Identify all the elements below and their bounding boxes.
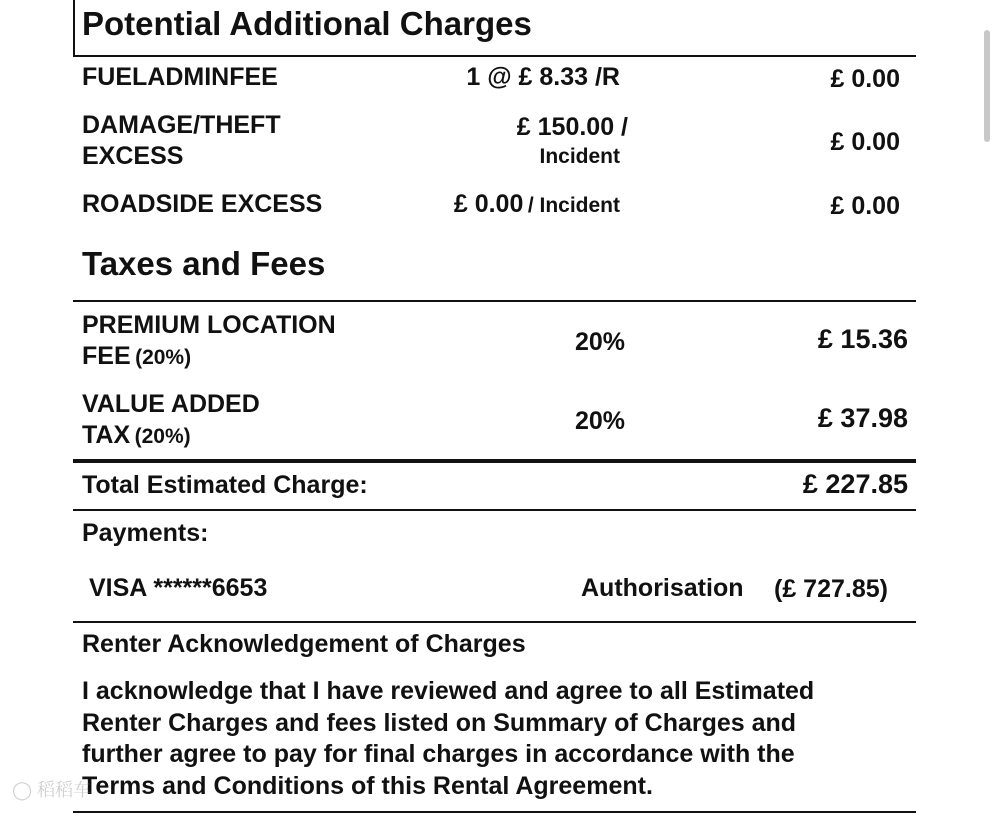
acknowledgement-title: Renter Acknowledgement of Charges [82, 630, 526, 658]
charge-rate-roadside-main: £ 0.00 [453, 190, 524, 218]
watermark [12, 776, 112, 806]
divider [73, 55, 916, 57]
charge-amount-roadside: £ 0.00 [830, 192, 900, 220]
acknowledgement-line: further agree to pay for final charges in accordance with the [82, 740, 795, 768]
charge-rate-fueladminfee: 1 @ £ 8.33 /R [466, 63, 620, 91]
tax-name-vat-tax: TAX [82, 421, 131, 449]
total-label: Total Estimated Charge: [82, 471, 368, 499]
payments-title: Payments: [82, 519, 209, 547]
charge-rate-roadside-suffix: / Incident [527, 194, 620, 217]
tax-name-premium-line1: PREMIUM LOCATION [82, 311, 336, 339]
charge-name-damage-line2: EXCESS [82, 142, 184, 170]
total-divider-thick [73, 459, 916, 463]
tax-name-vat-pct: (20%) [134, 425, 191, 448]
tax-name-premium-pct: (20%) [135, 346, 192, 369]
charge-amount-damage: £ 0.00 [830, 128, 900, 156]
charge-rate-damage-line1: £ 150.00 / [516, 113, 628, 141]
tax-name-premium-line2 [82, 342, 191, 371]
authorisation-label: Authorisation [581, 574, 744, 602]
charge-name-roadside: ROADSIDE EXCESS [82, 190, 323, 218]
tax-name-premium-fee: FEE [82, 342, 131, 370]
tax-rate-premium: 20% [574, 328, 626, 356]
section-title-additional-charges: Potential Additional Charges [82, 5, 532, 42]
watermark-text: 稻稻车 [37, 780, 92, 800]
tax-amount-premium: £ 15.36 [817, 324, 908, 354]
divider [73, 811, 916, 813]
payment-card: VISA ******6653 [89, 574, 268, 602]
acknowledgement-line: Terms and Conditions of this Rental Agreement. [82, 772, 653, 800]
total-amount: £ 227.85 [802, 469, 908, 499]
authorisation-amount: (£ 727.85) [774, 575, 888, 603]
charge-name-damage-line1: DAMAGE/THEFT [82, 111, 281, 139]
divider [73, 300, 916, 302]
divider [73, 621, 916, 623]
charge-amount-fueladminfee: £ 0.00 [830, 65, 900, 93]
top-left-border [73, 0, 75, 56]
watermark-icon: ◯ [12, 780, 33, 800]
tax-amount-vat: £ 37.98 [817, 403, 908, 433]
divider [73, 509, 916, 511]
vertical-scrollbar[interactable] [984, 30, 990, 142]
section-title-taxes: Taxes and Fees [82, 245, 326, 282]
charge-rate-damage-line2: Incident [539, 145, 620, 168]
charge-rate-roadside [400, 190, 620, 219]
acknowledgement-line: Renter Charges and fees listed on Summary of Charges and [82, 709, 797, 737]
tax-name-vat-line2 [82, 421, 191, 450]
charge-name-fueladminfee: FUELADMINFEE [82, 63, 278, 91]
tax-name-vat-line1: VALUE ADDED [82, 390, 260, 418]
acknowledgement-line: I acknowledge that I have reviewed and agree to all Estimated [82, 677, 815, 705]
tax-rate-vat: 20% [574, 407, 626, 435]
